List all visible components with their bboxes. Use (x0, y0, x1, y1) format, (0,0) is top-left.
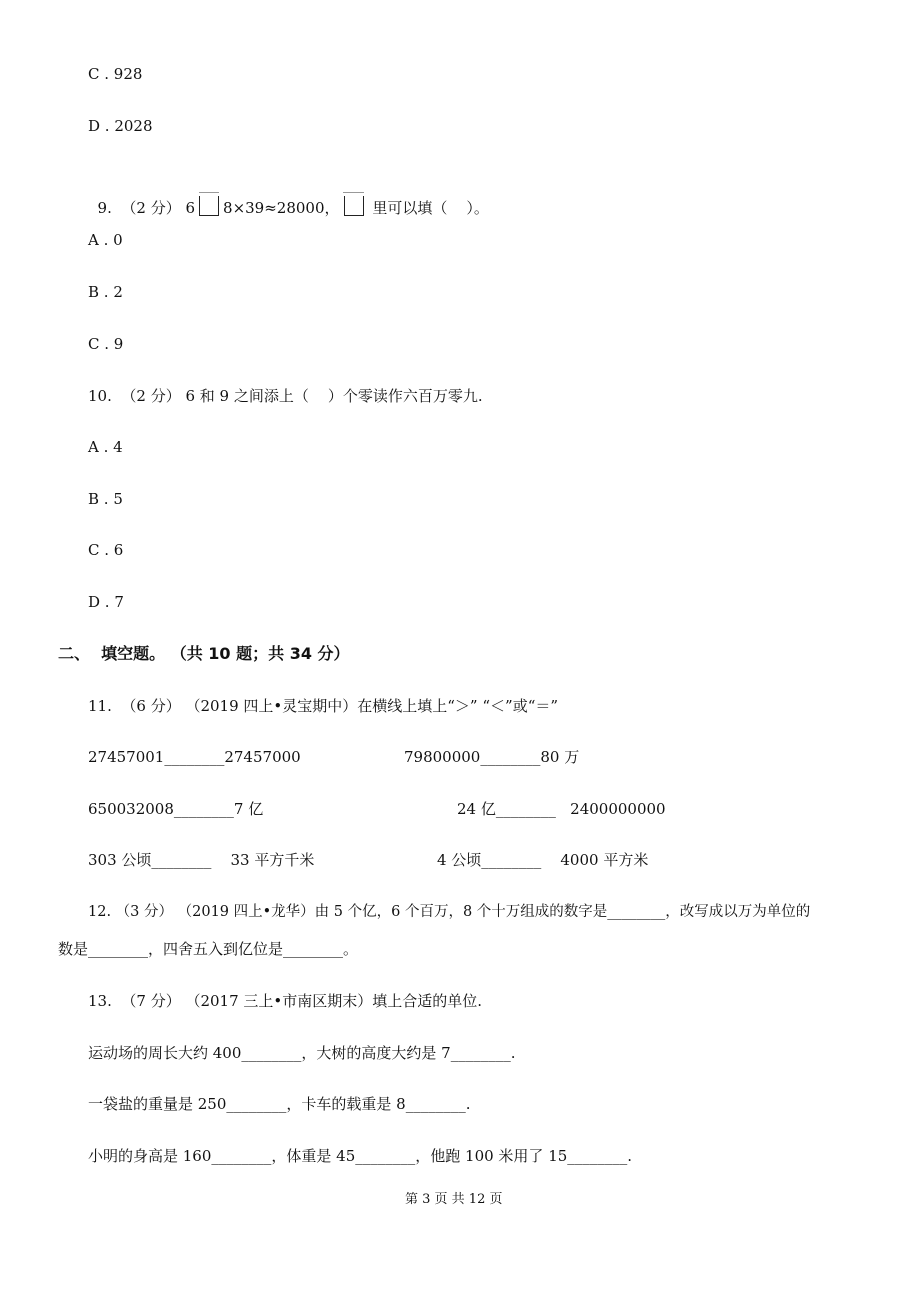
blank-box (344, 196, 364, 216)
q11-stem: 11. （6 分） （2019 四上•灵宝期中）在横线上填上“＞” “＜”或“＝” (88, 697, 559, 715)
q11-row2-right: 24 亿________ 2400000000 (457, 800, 666, 818)
q11-row3-right: 4 公顷________ 4000 平方米 (437, 851, 649, 869)
q10-option-a: A . 4 (88, 438, 123, 456)
q13-line2: 一袋盐的重量是 250________，卡车的载重是 8________. (88, 1095, 471, 1113)
q11-row1-left: 27457001________27457000 (88, 748, 301, 766)
q12-line1: 12. （3 分） （2019 四上•龙华）由 5 个亿，6 个百万，8 个十万组成的数字是________，改写成以万为单位的 (88, 904, 811, 920)
page-footer: 第 3 页 共 12 页 (405, 1192, 503, 1207)
q13-line3: 小明的身高是 160________，体重是 45________，他跑 100 米用了 15________. (88, 1147, 633, 1165)
q8-option-d: D . 2028 (88, 117, 153, 135)
q9-stem-suffix: 里可以填（ ）。 (372, 199, 489, 217)
q13-line1: 运动场的周长大约 400________，大树的高度大约是 7________. (88, 1044, 516, 1062)
q9-stem-prefix: 9. （2 分） 6 (97, 199, 196, 217)
q10-stem: 10. （2 分） 6 和 9 之间添上（ ）个零读作六百万零九. (88, 387, 483, 405)
q11-row1-right: 79800000________80 万 (404, 748, 580, 766)
q10-option-d: D . 7 (88, 593, 124, 611)
q8-option-c: C . 928 (88, 65, 143, 83)
section-title: 二、 填空题。 （共 10 题；共 34 分） (58, 644, 350, 663)
q9-option-c: C . 9 (88, 335, 124, 353)
q10-option-b: B . 5 (88, 490, 123, 508)
q9-stem (88, 176, 489, 218)
q13-stem: 13. （7 分） （2017 三上•市南区期末）填上合适的单位. (88, 992, 483, 1010)
q9-option-b: B . 2 (88, 283, 123, 301)
blank-box (199, 196, 219, 216)
q9-stem-middle: 8×39≈28000， (223, 199, 340, 217)
q11-row2-left: 650032008________7 亿 (88, 800, 264, 818)
q10-option-c: C . 6 (88, 541, 124, 559)
q11-row3-left: 303 公顷________ 33 平方千米 (88, 851, 315, 869)
q12-line2: 数是________，四舍五入到亿位是________。 (58, 940, 359, 958)
q9-option-a: A . 0 (88, 231, 123, 249)
